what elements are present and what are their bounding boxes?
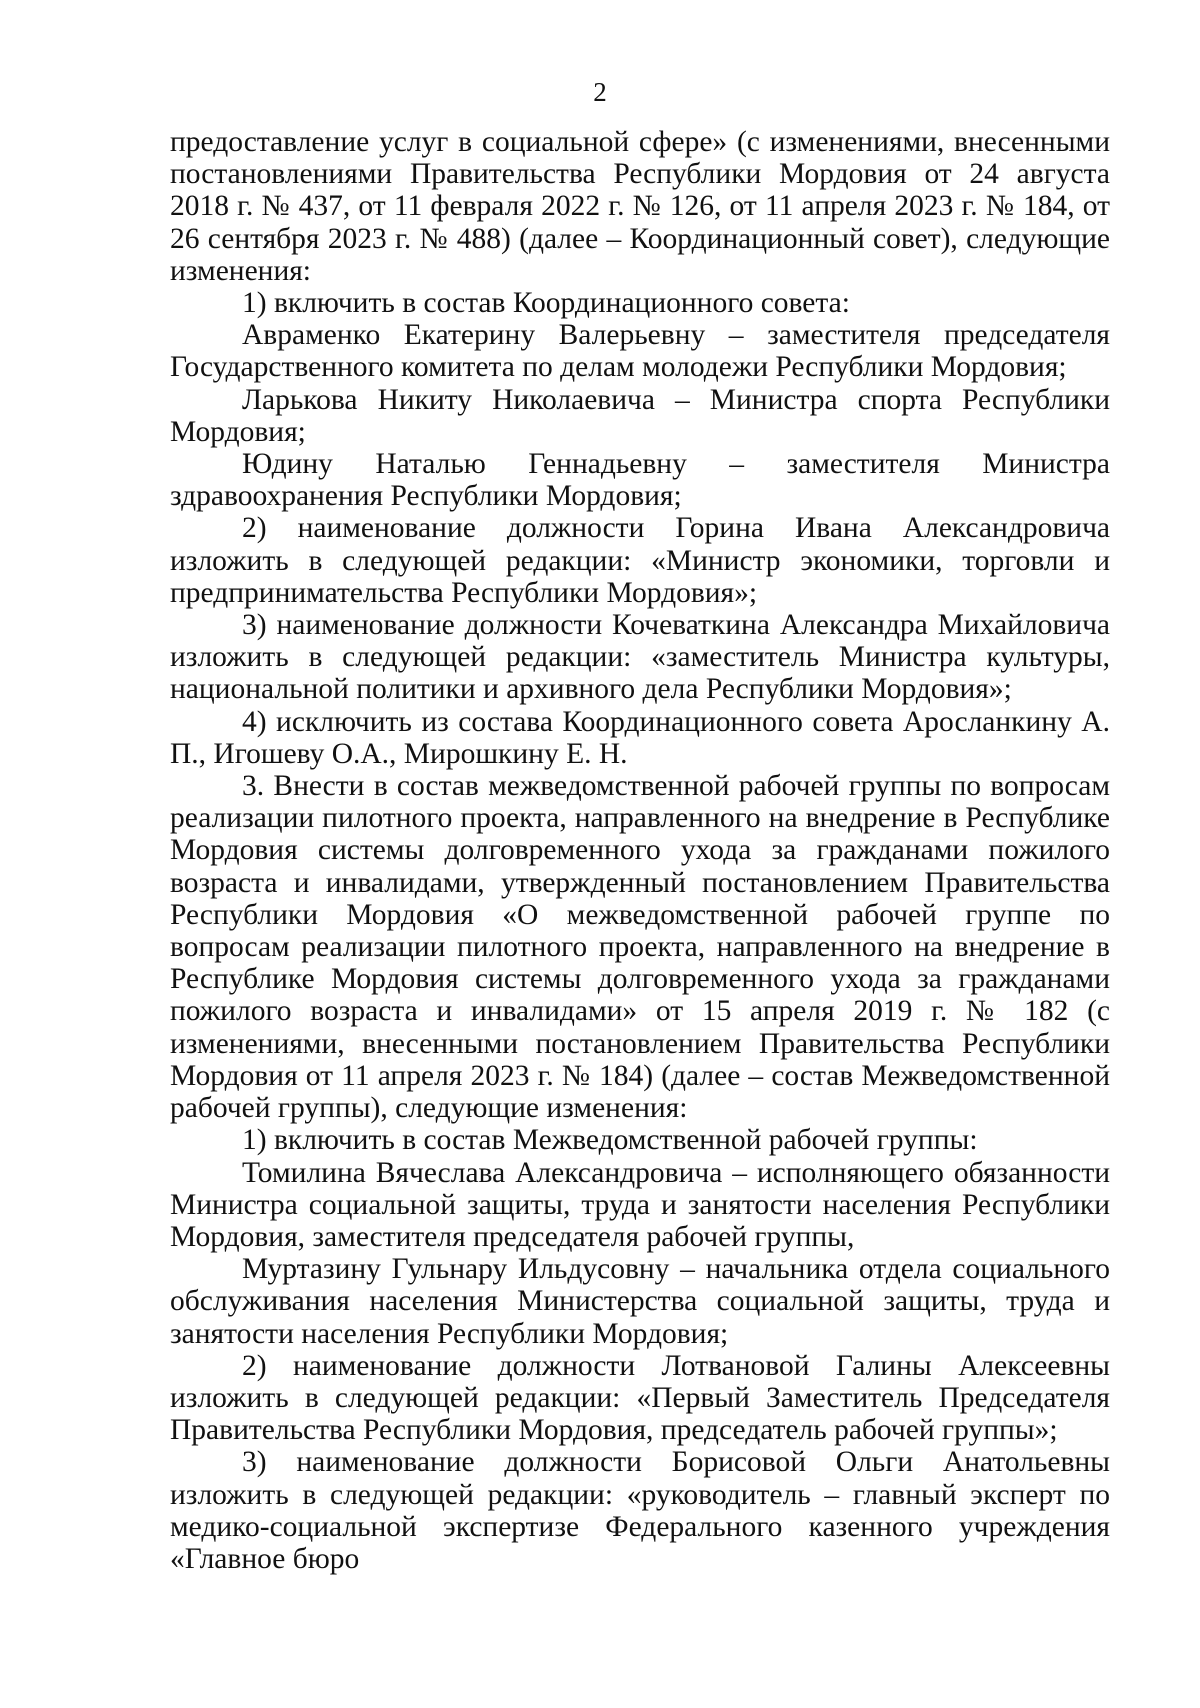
paragraph: Юдину Наталью Геннадьевну – заместителя Министра здравоохранения Республики Мордовия; bbox=[170, 448, 1110, 513]
paragraph: Ларькова Никиту Николаевича – Министра спорта Республики Мордовия; bbox=[170, 383, 1110, 448]
paragraph: 1) включить в состав Координационного совета: bbox=[242, 287, 850, 320]
paragraph: 1) включить в состав Межведомственной рабочей группы: bbox=[242, 1124, 978, 1157]
paragraph: 3) наименование должности Кочеваткина Александра Михайловича изложить в следующей редакции: «заместитель Министра культуры, национальной политики и архивного дела Республики Мордовия»; bbox=[170, 609, 1110, 706]
paragraph: Томилина Вячеслава Александровича – исполняющего обязанности Министра социальной защиты, труда и занятости населения Республики Мордовия, заместителя председателя рабочей группы, bbox=[170, 1156, 1110, 1253]
paragraph: 4) исключить из состава Координационного совета Аросланкину А. П., Игошеву О.А., Мирошкину Е. Н. bbox=[170, 705, 1110, 770]
paragraph: 3) наименование должности Борисовой Ольги Анатольевны изложить в следующей редакции: «руководитель – главный эксперт по медико-социальной экспертизе Федерального казенного учреждения «Главное бюро bbox=[170, 1446, 1110, 1575]
page-number: 2 bbox=[593, 77, 607, 107]
paragraph: 2) наименование должности Горина Ивана Александровича изложить в следующей редакции: «Министр экономики, торговли и предпринимательства Республики Мордовия»; bbox=[170, 512, 1110, 609]
paragraph: предоставление услуг в социальной сфере» (с изменениями, внесенными постановлениями Правительства Республики Мордовия от 24 августа 2018 г. № 437, от 11 февраля 2022 г. № 126, от 11 апреля 2023 г. № 184, от 26 сентября 2023 г. № 488) (далее – Координационный совет), следующие изменения: bbox=[170, 126, 1110, 287]
document-body bbox=[170, 126, 1110, 1575]
paragraph: 2) наименование должности Лотвановой Галины Алексеевны изложить в следующей редакции: «Первый Заместитель Председателя Правительства Республики Мордовия, председатель рабочей группы»; bbox=[170, 1349, 1110, 1447]
paragraph: 3. Внести в состав межведомственной рабочей группы по вопросам реализации пилотного проекта, направленного на внедрение в Республике Мордовия системы долговременного ухода за гражданами пожилого возраста и инвалидами, утвержденный постановлением Правительства Республики Мордовия «О межведомственной рабочей группе по вопросам реализации пилотного проекта, направленного на внедрение в Республике Мордовия системы долговременного ухода за гражданами пожилого возраста и инвалидами» от 15 апреля 2019 г. № 182 (с изменениями, внесенными постановлением Правительства Республики Мордовия от 11 апреля 2023 г. № 184) (далее – состав Межведомственной рабочей группы), следующие изменения: bbox=[170, 770, 1110, 1125]
paragraph: Авраменко Екатерину Валерьевну – заместителя председателя Государственного комитета по делам молодежи Республики Мордовия; bbox=[170, 319, 1110, 384]
paragraph: Муртазину Гульнару Ильдусовну – начальника отдела социального обслуживания населения Министерства социальной защиты, труда и занятости населения Республики Мордовия; bbox=[170, 1253, 1110, 1350]
